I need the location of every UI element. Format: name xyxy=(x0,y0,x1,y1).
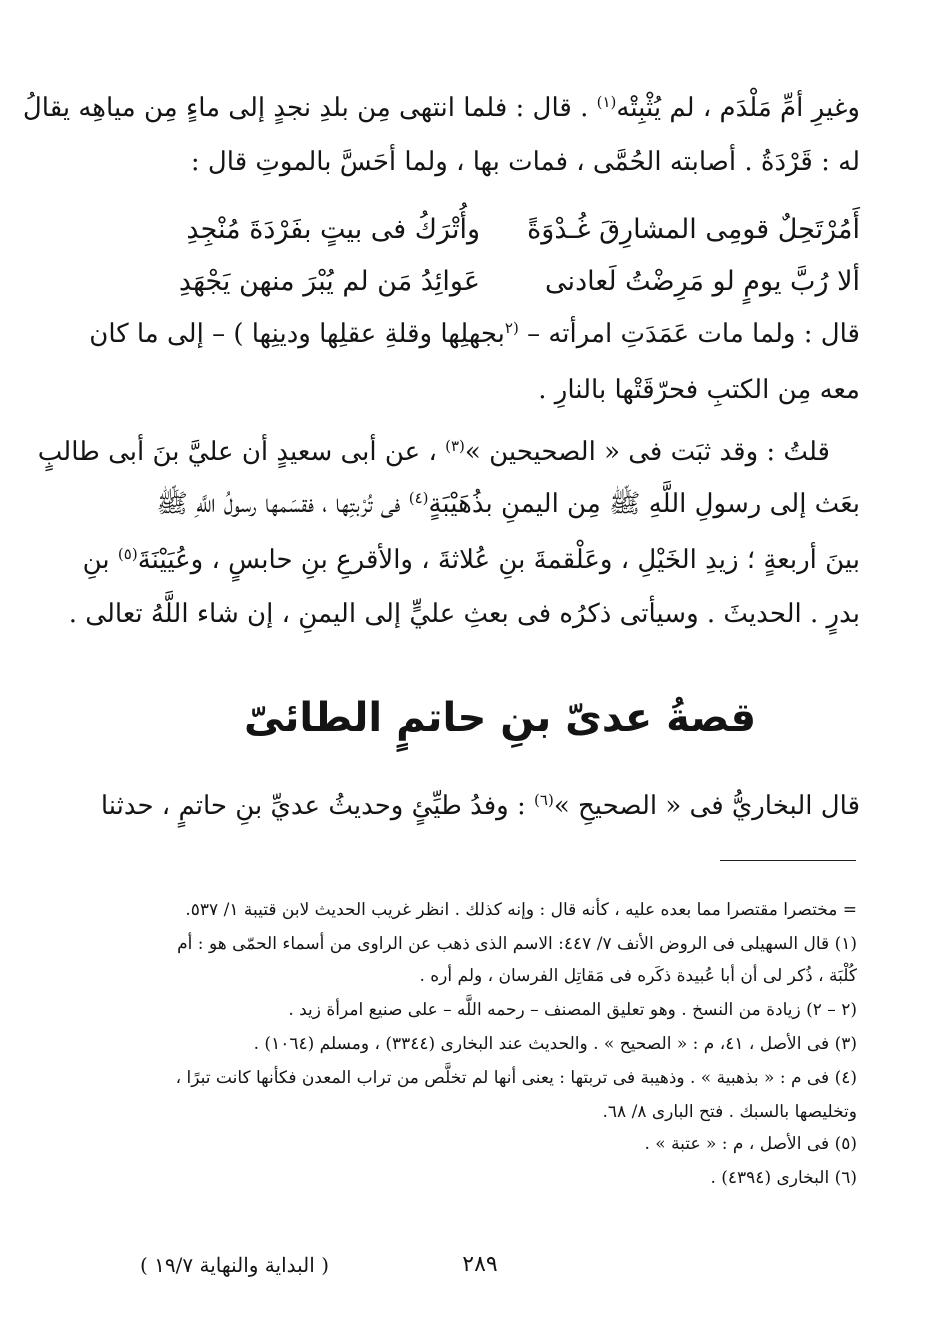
text: بنِ xyxy=(82,545,118,575)
footnote-marker[interactable]: (٦) xyxy=(534,791,554,809)
body-line xyxy=(68,594,860,634)
poem-hemistich-left: وأُتْرَكُ فى بيتٍ بفَرْدَةَ مُنْجِدِ xyxy=(186,214,480,245)
text: : وفدُ طيِّئٍ وحديثُ عديِّ بنِ حاتمٍ ، حدثنا xyxy=(100,791,535,821)
text: قال البخاريُّ فى « الصحيحِ » xyxy=(553,791,860,821)
body-line xyxy=(100,786,860,826)
page-number: ٢٨٩ xyxy=(462,1252,498,1277)
footnote-marker[interactable]: (٥) xyxy=(117,545,138,563)
poem-hemistich-left: عَوائِدُ مَن لم يُبْرَ منهن يَجْهَدِ xyxy=(178,266,480,297)
text: بدرٍ . الحديثَ . وسيأتى ذكرُه فى بعثِ عليٍّ إلى اليمنِ ، إن شاء اللَّهُ تعالى . xyxy=(68,599,860,629)
text: فى تُرْبتِها ، فقسَمها رسولُ اللَّهِ ﷺ xyxy=(156,489,409,519)
text: بجهلِها وقلةِ عقلِها ودينِها ) – إلى ما كان xyxy=(89,319,505,349)
text: قلتُ : وقد ثبَت فى « الصحيحين » xyxy=(464,437,830,467)
footnote-line: كُلْبَة ، ذُكر لى أن أبا عُبيدة ذكَره فى مَقاتِل الفرسان ، ولم أره . xyxy=(419,966,857,986)
footnote-marker[interactable]: (٤) xyxy=(408,489,429,507)
text: بعَث إلى رسولِ اللَّهِ ﷺ مِن اليمنِ بذُهَيْبَةٍ xyxy=(428,489,860,519)
footnote-line: (٢ – ٢) زيادة من النسخ . وهو تعليق المصنف – رحمه اللَّه – على صنيع امرأة زيد . xyxy=(288,1000,857,1020)
footnote-line: (٣) فى الأصل ، ٤١، م : « الصحيح » . والحديث عند البخارى (٣٣٤٤) ، ومسلم (١٠٦٤) . xyxy=(253,1034,857,1054)
poem-hemistich-right: أَمُرْتَحِلٌ قومِى المشارِقَ غُـدْوَةً xyxy=(527,214,860,245)
footnote-marker[interactable]: (٢ xyxy=(504,319,519,337)
footnote-marker[interactable]: (٣) xyxy=(445,437,465,455)
text: قال : ولما مات عَمَدَتِ امرأته – xyxy=(518,319,860,349)
text: معه مِن الكتبِ فحرّقَتْها بالنارِ . xyxy=(538,375,860,405)
text: ، عن أبى سعيدٍ أن عليَّ بنَ أبى طالبٍ xyxy=(37,437,446,467)
body-line xyxy=(22,88,860,128)
footnote-marker[interactable]: (١) xyxy=(596,93,617,111)
text: له : قَرْدَةُ . أصابته الحُمَّى ، فمات بها ، ولما أحَسَّ بالموتِ قال : xyxy=(190,147,860,177)
footnote-line: (٥) فى الأصل ، م : « عتبة » . xyxy=(644,1134,857,1154)
footnote-line: = مختصرا مقتصرا مما بعده عليه ، كأنه قال : وإنه كذلك . انظر غريب الحديث لابن قتيبة ١/ ٥٣٧. xyxy=(185,900,857,920)
body-line xyxy=(140,484,860,524)
body-line xyxy=(37,432,830,472)
section-title: قصةُ عدىّ بنِ حاتمٍ الطائىّ xyxy=(243,695,757,741)
footnote-line: (٤) فى م : « بذهبية » . وذهيبة فى تربتها : يعنى أنها لم تخلَّص من تراب المعدن فكأنها كانت تبرًا ، xyxy=(175,1068,857,1088)
body-line xyxy=(89,314,860,354)
footnote-line: (٦) البخارى (٤٣٩٤) . xyxy=(710,1168,857,1188)
poem-hemistich-right: ألا رُبَّ يومٍ لو مَرِضْتُ لَعادنى xyxy=(545,266,860,297)
footnote-line: وتخليصها بالسبك . فتح البارى ٨/ ٦٨. xyxy=(602,1102,857,1122)
body-line xyxy=(140,142,860,182)
footnote-divider xyxy=(720,860,856,861)
footnote-line: (١) قال السهيلى فى الروض الأنف ٧/ ٤٤٧: الاسم الذى ذهب عن الراوى من أسماء الحمّى هو : أم xyxy=(177,934,857,954)
body-line xyxy=(140,370,860,410)
text: . قال : فلما انتهى مِن بلدِ نجدٍ إلى ماءٍ مِن مياهِه يقالُ xyxy=(22,93,597,123)
text: بينَ أربعةٍ ؛ زيدِ الخَيْلِ ، وعَلْقمةَ بنِ عُلاثةَ ، والأقرعِ بنِ حابسٍ ، وعُيَيْنَةَ xyxy=(137,545,860,575)
body-line xyxy=(82,540,860,580)
text: وغيرِ أمِّ مَلْدَم ، لم يُثْبِتْه xyxy=(616,93,860,123)
running-footer: ( البداية والنهاية ١٩/٧ ) xyxy=(140,1253,329,1277)
